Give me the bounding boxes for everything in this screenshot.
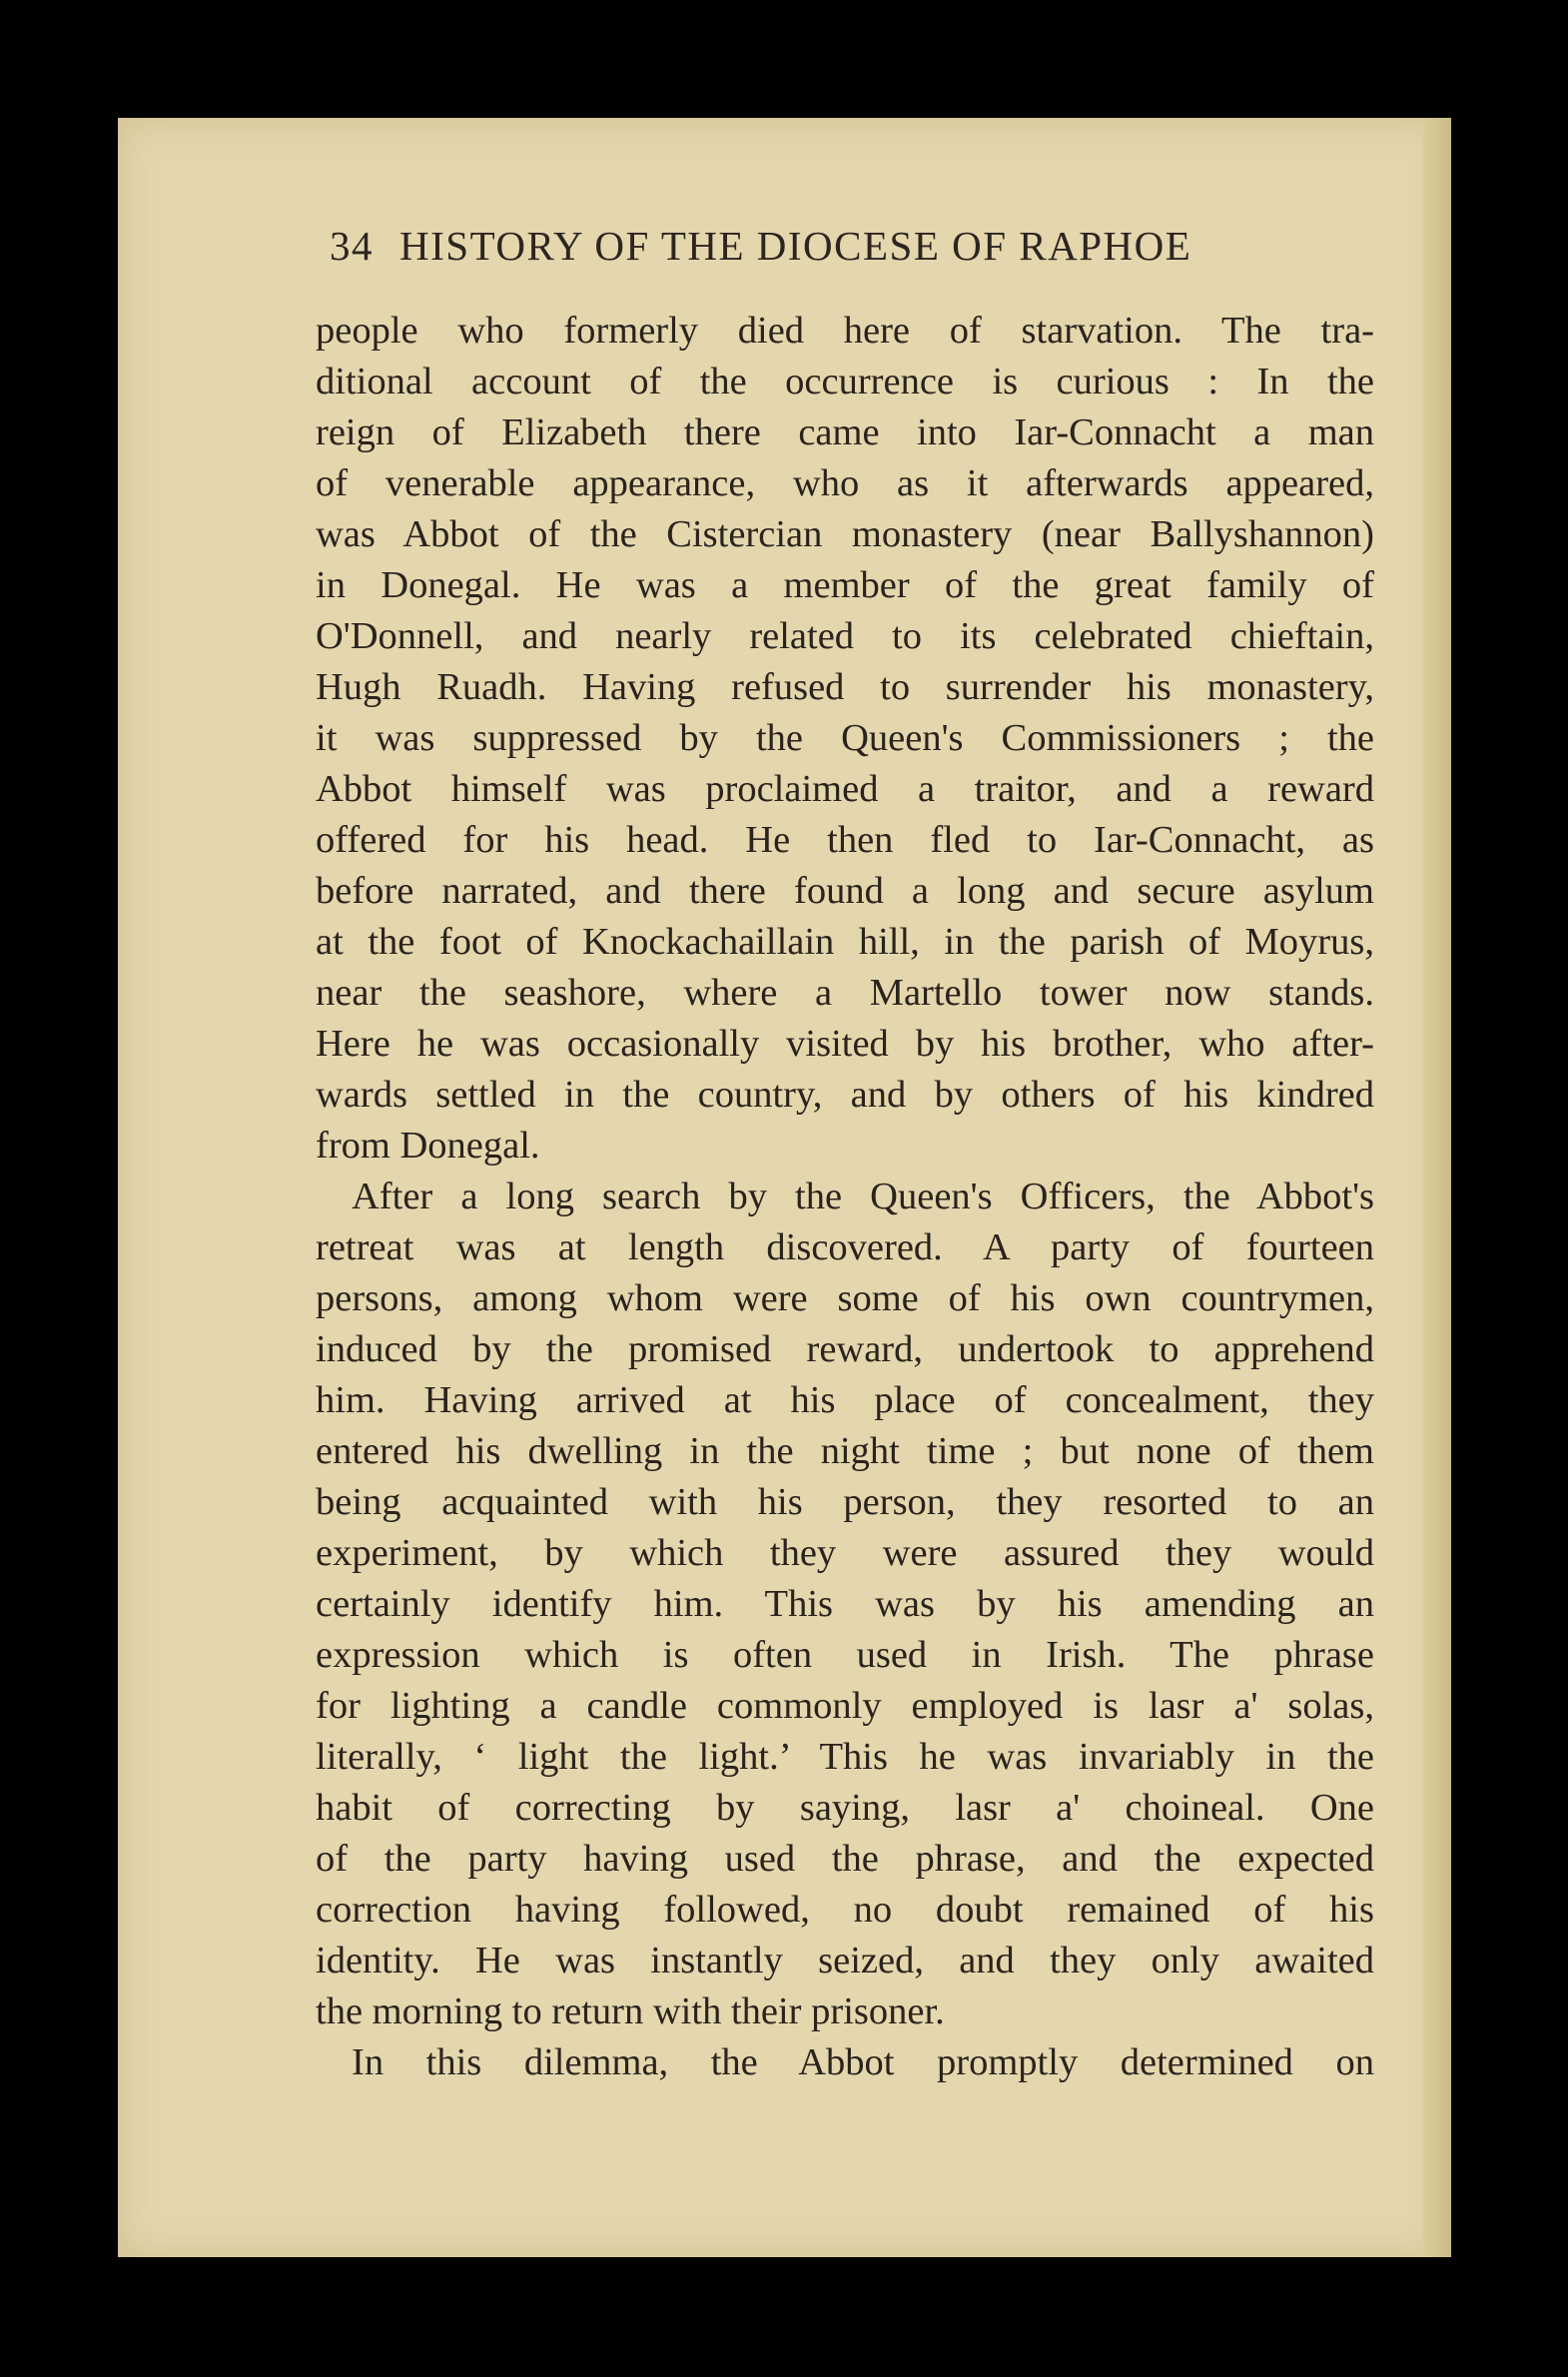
- text-line: identity. He was instantly seized, and they only awaited: [316, 1940, 1374, 1981]
- running-header: [330, 222, 1338, 282]
- text-line: for lighting a candle commonly employed is lasr a' solas,: [316, 1685, 1374, 1727]
- text-line: habit of correcting by saying, lasr a' choineal. One: [316, 1787, 1374, 1829]
- text-line: O'Donnell, and nearly related to its celebrated chieftain,: [316, 615, 1374, 657]
- text-line: before narrated, and there found a long and secure asylum: [316, 870, 1374, 912]
- text-line: ditional account of the occurrence is curious : In the: [316, 361, 1374, 402]
- text-line: expression which is often used in Irish. The phrase: [316, 1634, 1374, 1676]
- text-line: near the seashore, where a Martello tower now stands.: [316, 972, 1374, 1014]
- paragraph-end-line: the morning to return with their prisoner.: [316, 1990, 945, 2032]
- paragraph-start-line: In this dilemma, the Abbot promptly determined on: [352, 2041, 1374, 2083]
- paragraph-end-line: from Donegal.: [316, 1125, 540, 1167]
- running-title: HISTORY OF THE DIOCESE OF RAPHOE: [399, 223, 1192, 269]
- text-line: people who formerly died here of starvation. The tra-: [316, 310, 1374, 352]
- text-line: Here he was occasionally visited by his brother, who after-: [316, 1023, 1374, 1065]
- page-edge: [1423, 118, 1451, 2257]
- page-body-text: [316, 306, 1374, 2088]
- text-line: offered for his head. He then fled to Iar-Connacht, as: [316, 819, 1374, 861]
- text-line: literally, ‘ light the light.’ This he was invariably in the: [316, 1736, 1374, 1778]
- text-line: Abbot himself was proclaimed a traitor, and a reward: [316, 768, 1374, 810]
- text-line: of the party having used the phrase, and the expected: [316, 1838, 1374, 1880]
- text-line: being acquainted with his person, they resorted to an: [316, 1481, 1374, 1523]
- text-line: of venerable appearance, who as it afterwards appeared,: [316, 462, 1374, 504]
- text-line: experiment, by which they were assured they would: [316, 1532, 1374, 1574]
- page-number: 34: [330, 223, 374, 269]
- text-line: was Abbot of the Cistercian monastery (near Ballyshannon): [316, 513, 1374, 555]
- text-line: wards settled in the country, and by others of his kindred: [316, 1074, 1374, 1116]
- text-line: retreat was at length discovered. A party of fourteen: [316, 1226, 1374, 1268]
- text-line: Hugh Ruadh. Having refused to surrender his monastery,: [316, 666, 1374, 708]
- text-line: him. Having arrived at his place of concealment, they: [316, 1379, 1374, 1421]
- text-line: it was suppressed by the Queen's Commissioners ; the: [316, 717, 1374, 759]
- text-line: entered his dwelling in the night time ; but none of them: [316, 1430, 1374, 1472]
- text-line: at the foot of Knockachaillain hill, in the parish of Moyrus,: [316, 921, 1374, 963]
- text-line: reign of Elizabeth there came into Iar-Connacht a man: [316, 411, 1374, 453]
- text-line: certainly identify him. This was by his amending an: [316, 1583, 1374, 1625]
- paragraph-start-line: After a long search by the Queen's Officers, the Abbot's: [352, 1176, 1374, 1217]
- text-line: in Donegal. He was a member of the great family of: [316, 564, 1374, 606]
- text-line: correction having followed, no doubt remained of his: [316, 1889, 1374, 1931]
- text-line: persons, among whom were some of his own countrymen,: [316, 1277, 1374, 1319]
- text-line: induced by the promised reward, undertook to apprehend: [316, 1328, 1374, 1370]
